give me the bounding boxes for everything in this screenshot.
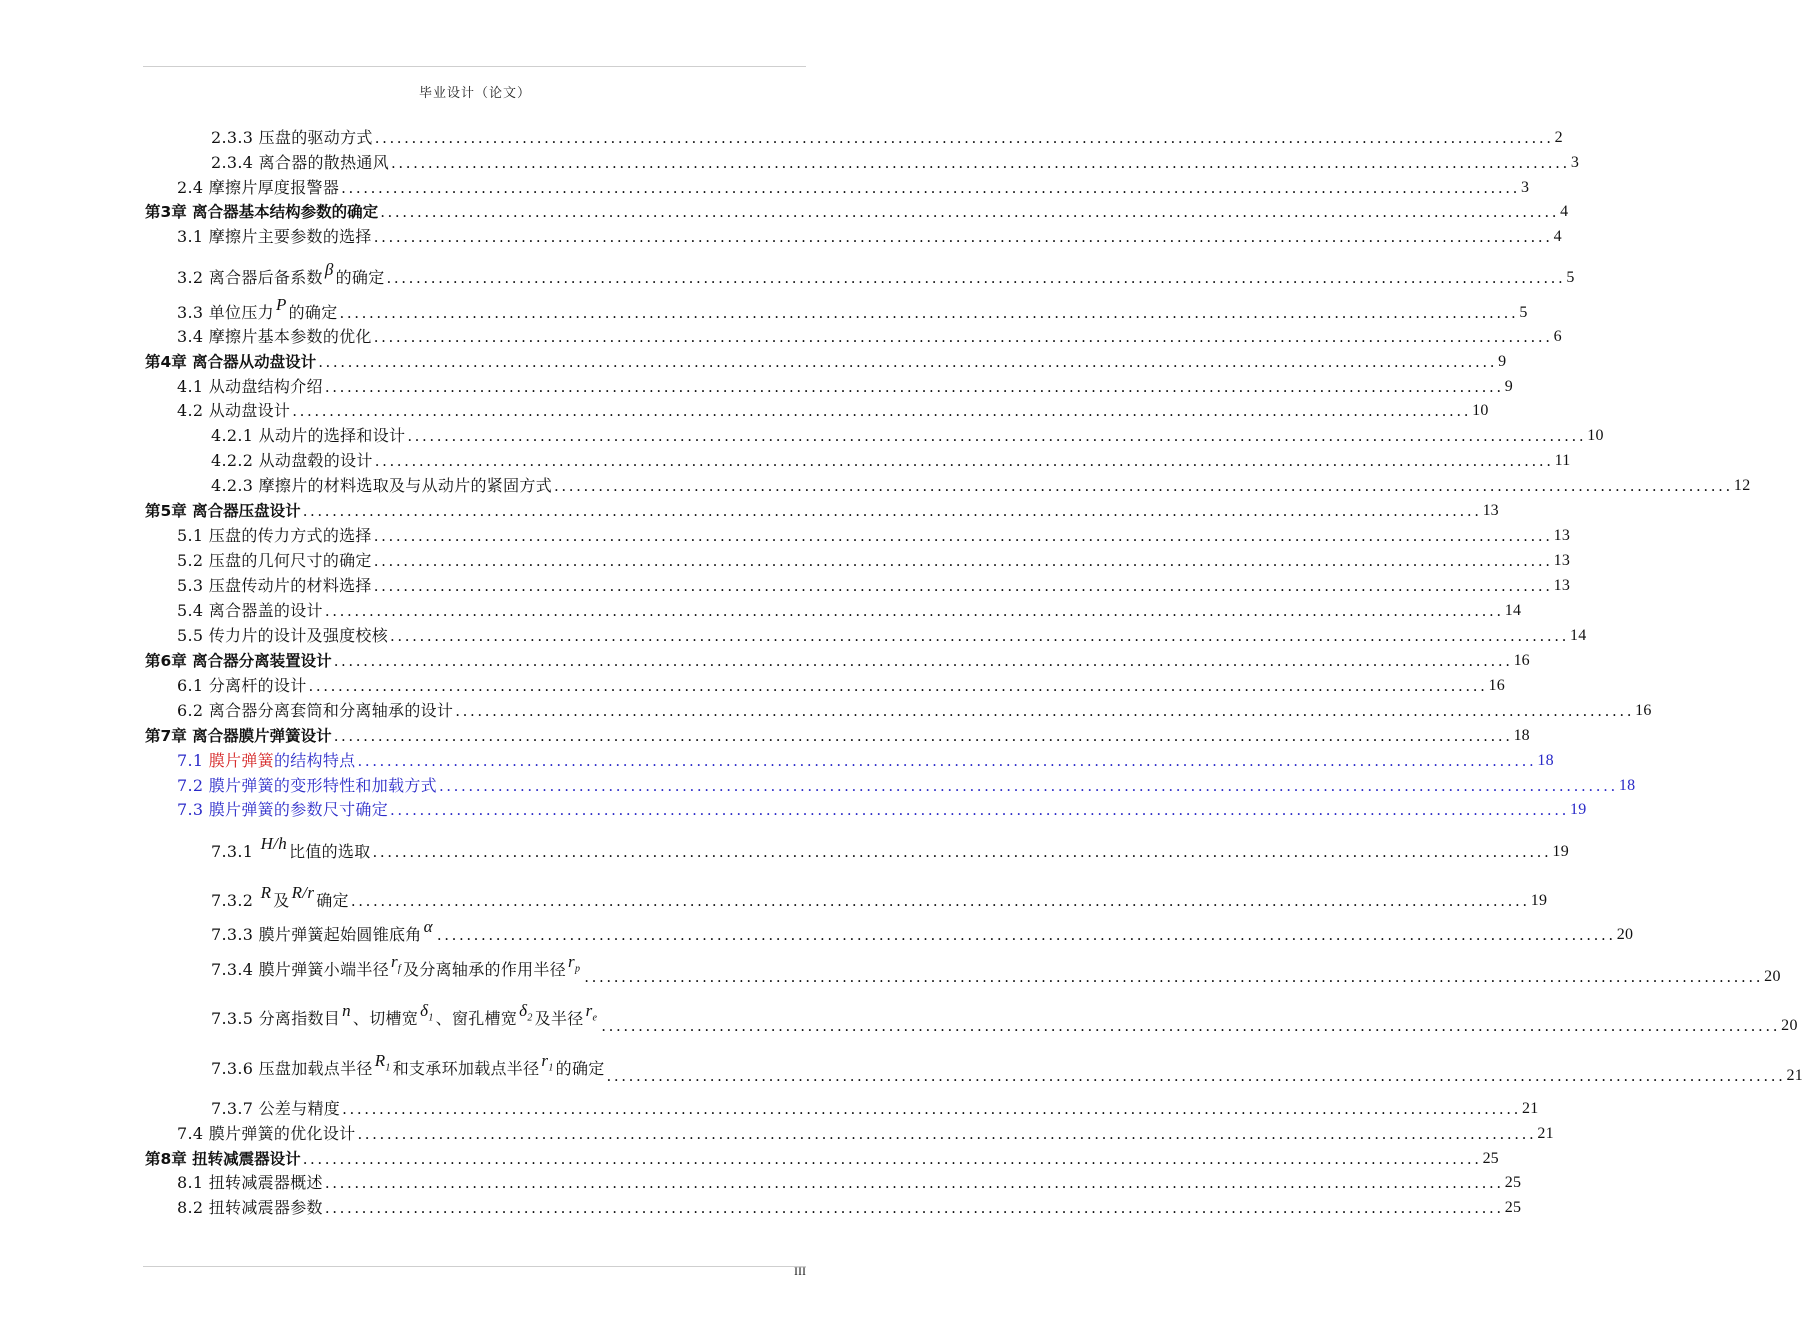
dot-leader: ................................................................................................................................................................ <box>318 353 1498 371</box>
toc-page-number: 13 <box>1553 552 1571 569</box>
toc-page-number: 20 <box>1764 968 1781 985</box>
math-symbol: $\delta_1$ <box>420 1000 434 1023</box>
dot-leader: ................................................................................................................................................................ <box>554 477 1733 495</box>
toc-entry-title: 8.2 扭转减震器参数 <box>177 1198 323 1217</box>
dot-leader: ................................................................................................................................................................ <box>606 1067 1786 1085</box>
toc-chapter-entry[interactable] <box>145 651 1530 671</box>
dot-leader: ................................................................................................................................................................ <box>357 1125 1537 1143</box>
toc-page-number: 16 <box>1635 702 1652 719</box>
math-symbol: H/h <box>260 834 288 853</box>
toc-entry-title: 5.5 传力片的设计及强度校核 <box>177 626 389 645</box>
toc-page-number: 18 <box>1513 727 1530 744</box>
toc-entry-title: 4.2 从动盘设计 <box>177 401 291 420</box>
math-symbol: n <box>342 1000 351 1020</box>
toc-entry-title: 4.1 从动盘结构介绍 <box>177 377 323 396</box>
toc-entry-title: 3.4 摩擦片基本参数的优化 <box>177 327 372 346</box>
toc-entry[interactable] <box>177 551 1571 571</box>
page-header-title: 毕业设计（论文） <box>418 86 531 101</box>
toc-entry[interactable] <box>211 917 1634 945</box>
toc-entry[interactable] <box>177 1173 1522 1193</box>
dot-leader: ................................................................................................................................................................ <box>390 801 1569 819</box>
dot-leader: ................................................................................................................................................................ <box>374 129 1554 147</box>
toc-page-number: 2 <box>1554 129 1563 146</box>
toc-entry[interactable] <box>177 800 1587 820</box>
toc-entry-title: 7.3.7 公差与精度 <box>211 1099 341 1118</box>
toc-page-number: 21 <box>1522 1100 1539 1117</box>
toc-entry-title: 5.4 离合器盖的设计 <box>177 601 323 620</box>
dot-leader: ................................................................................................................................................................ <box>302 502 1482 520</box>
toc-entry-title: 7.3.1 H/h 比值的选取 <box>211 834 371 861</box>
dot-leader: ................................................................................................................................................................ <box>333 727 1513 745</box>
toc-entry[interactable] <box>211 476 1751 496</box>
dot-leader: ................................................................................................................................................................ <box>324 602 1504 620</box>
dot-leader: ................................................................................................................................................................ <box>584 968 1764 986</box>
math-symbol: α <box>423 917 433 936</box>
math-symbol: $r_1$ <box>541 1050 554 1073</box>
toc-page-number: 3 <box>1570 154 1580 171</box>
dot-leader: ................................................................................................................................................................ <box>324 378 1504 396</box>
toc-entry-title: 第5章 离合器压盘设计 <box>145 502 301 520</box>
toc-entry-title: 7.3.4 膜片弹簧小端半径 $r_f$ 及分离轴承的作用半径 $r_p$ <box>211 951 581 979</box>
toc-entry[interactable] <box>211 128 1563 148</box>
toc-entry[interactable] <box>211 883 1548 911</box>
toc-entry-title: 7.4 膜片弹簧的优化设计 <box>177 1124 356 1143</box>
toc-entry[interactable] <box>211 834 1570 862</box>
toc-entry[interactable] <box>211 1099 1539 1119</box>
toc-entry[interactable] <box>211 451 1571 471</box>
toc-entry-title: 6.1 分离杆的设计 <box>177 676 307 695</box>
dot-leader: ................................................................................................................................................................ <box>324 1174 1504 1192</box>
toc-page-number: 18 <box>1618 777 1636 794</box>
toc-entry-title: 7.3.6 压盘加载点半径 $R_1$ 和支承环加载点半径 $r_1$ 的确定 <box>211 1050 605 1078</box>
toc-entry[interactable] <box>177 526 1571 546</box>
toc-entry-title: 第7章 离合器膜片弹簧设计 <box>145 727 332 745</box>
dot-leader: ................................................................................................................................................................ <box>373 552 1553 570</box>
toc-page-number: 21 <box>1537 1125 1554 1142</box>
toc-entry-title: 5.1 压盘的传力方式的选择 <box>177 526 372 545</box>
toc-page-number: 20 <box>1616 926 1634 943</box>
toc-page-number: 16 <box>1513 652 1530 669</box>
toc-entry-title: 2.3.3 压盘的驱动方式 <box>211 128 373 147</box>
toc-page-number: 14 <box>1569 627 1587 644</box>
toc-entry-title: 7.3.5 分离指数目 n 、切槽宽 $\delta_1$ 、窗孔槽宽 $\delta_2$ 及半径 $r_e$ <box>211 1000 598 1028</box>
toc-entry[interactable] <box>177 377 1514 397</box>
dot-leader: ................................................................................................................................................................ <box>380 203 1560 221</box>
dot-leader: ................................................................................................................................................................ <box>391 154 1570 172</box>
toc-page-number: 19 <box>1569 801 1587 818</box>
toc-entry[interactable] <box>211 426 1604 446</box>
dot-leader: ................................................................................................................................................................ <box>373 328 1553 346</box>
toc-entry-title: 3.2 离合器后备系数 β 的确定 <box>177 260 385 287</box>
toc-page-number: 25 <box>1504 1199 1522 1216</box>
math-symbol: $R_1$ <box>374 1050 391 1073</box>
dot-leader: ................................................................................................................................................................ <box>324 1199 1504 1217</box>
dot-leader: ................................................................................................................................................................ <box>438 777 1618 795</box>
dot-leader: ................................................................................................................................................................ <box>341 179 1521 197</box>
math-symbol: β <box>324 260 334 279</box>
toc-page-number: 19 <box>1530 892 1548 909</box>
toc-entry-title: 5.2 压盘的几何尺寸的确定 <box>177 551 372 570</box>
toc-page-number: 18 <box>1537 752 1554 769</box>
toc-entry-title: 2.3.4 离合器的散热通风 <box>211 153 389 172</box>
dot-leader: ................................................................................................................................................................ <box>373 527 1553 545</box>
dot-leader: ................................................................................................................................................................ <box>357 752 1537 770</box>
toc-page-number: 10 <box>1587 427 1604 444</box>
toc-entry[interactable] <box>177 295 1528 323</box>
toc-entry[interactable] <box>177 1124 1554 1144</box>
toc-entry-title: 3.1 摩擦片主要参数的选择 <box>177 227 372 246</box>
toc-page-number: 13 <box>1482 502 1499 519</box>
toc-entry[interactable] <box>211 951 1781 987</box>
toc-entry[interactable] <box>177 227 1562 247</box>
toc-entry[interactable] <box>177 576 1571 596</box>
toc-entry[interactable] <box>177 178 1530 198</box>
toc-page-number: 5 <box>1566 269 1575 286</box>
toc-entry[interactable] <box>177 776 1636 796</box>
toc-entry[interactable] <box>177 260 1575 288</box>
math-symbol: $r_e$ <box>585 1000 598 1023</box>
footer-rule <box>143 1266 806 1267</box>
toc-entry[interactable] <box>211 1000 1798 1036</box>
math-symbol: $r_p$ <box>568 951 581 974</box>
toc-entry-title: 7.3.3 膜片弹簧起始圆锥底角 α <box>211 917 433 944</box>
math-symbol: R <box>260 883 272 902</box>
dot-leader: ................................................................................................................................................................ <box>455 702 1635 720</box>
toc-chapter-entry[interactable] <box>145 726 1530 746</box>
dot-leader: ................................................................................................................................................................ <box>390 627 1569 645</box>
toc-entry[interactable] <box>177 676 1506 696</box>
toc-page-number: 20 <box>1781 1017 1798 1034</box>
dot-leader: ................................................................................................................................................................ <box>373 577 1553 595</box>
toc-page-number: 13 <box>1553 577 1571 594</box>
toc-entry-title: 7.3 膜片弹簧的参数尺寸确定 <box>177 800 389 819</box>
toc-entry[interactable] <box>177 751 1554 771</box>
toc-entry[interactable] <box>211 153 1580 173</box>
toc-page-number: 10 <box>1472 402 1489 419</box>
dot-leader: ................................................................................................................................................................ <box>302 1150 1482 1168</box>
toc-page-number: 19 <box>1552 843 1570 860</box>
math-symbol: R/r <box>291 883 315 902</box>
toc-page-number: 4 <box>1553 228 1562 245</box>
dot-leader: ................................................................................................................................................................ <box>407 427 1587 445</box>
toc-page-number: 9 <box>1498 353 1507 370</box>
toc-page-number: 3 <box>1521 179 1530 196</box>
toc-entry-title: 4.2.1 从动片的选择和设计 <box>211 426 406 445</box>
dot-leader: ................................................................................................................................................................ <box>350 892 1530 910</box>
toc-entry-title: 3.3 单位压力 P 的确定 <box>177 295 338 322</box>
dot-leader: ................................................................................................................................................................ <box>436 926 1616 944</box>
math-symbol: $\delta_2$ <box>519 1000 533 1023</box>
dot-leader: ................................................................................................................................................................ <box>373 228 1553 246</box>
math-symbol: $r_f$ <box>391 951 402 974</box>
page-number: III <box>794 1264 806 1278</box>
toc-entry-title: 第8章 扭转减震器设计 <box>145 1150 301 1168</box>
dot-leader: ................................................................................................................................................................ <box>386 269 1566 287</box>
dot-leader: ................................................................................................................................................................ <box>292 402 1472 420</box>
toc-page-number: 9 <box>1504 378 1514 395</box>
header-rule <box>143 66 806 67</box>
toc-entry-title: 8.1 扭转减震器概述 <box>177 1173 323 1192</box>
toc-entry-title: 4.2.3 摩擦片的材料选取及与从动片的紧固方式 <box>211 476 552 495</box>
toc-entry[interactable] <box>177 601 1522 621</box>
toc-page-number: 5 <box>1519 304 1528 321</box>
toc-page-number: 4 <box>1560 203 1569 220</box>
toc-chapter-entry[interactable] <box>145 352 1507 372</box>
toc-page-number: 12 <box>1733 477 1751 494</box>
toc-entry-title: 5.3 压盘传动片的材料选择 <box>177 576 372 595</box>
toc-entry-title: 7.1 膜片弹簧的结构特点 <box>177 751 356 770</box>
dot-leader: ................................................................................................................................................................ <box>374 452 1554 470</box>
toc-page-number: 14 <box>1504 602 1522 619</box>
toc-entry-title: 7.2 膜片弹簧的变形特性和加载方式 <box>177 776 437 795</box>
math-symbol: P <box>275 295 287 314</box>
toc-entry-title: 第6章 离合器分离装置设计 <box>145 652 332 670</box>
toc-chapter-entry[interactable] <box>145 1149 1499 1169</box>
toc-page-number: 25 <box>1504 1174 1522 1191</box>
dot-leader: ................................................................................................................................................................ <box>308 677 1488 695</box>
toc-chapter-entry[interactable] <box>145 202 1569 222</box>
toc-page-number: 25 <box>1482 1150 1499 1167</box>
toc-entry[interactable] <box>211 1050 1803 1086</box>
toc-entry[interactable] <box>177 327 1562 347</box>
toc-page-number: 11 <box>1554 452 1571 469</box>
toc-entry[interactable] <box>177 1198 1522 1218</box>
toc-entry[interactable] <box>177 401 1489 421</box>
toc-entry-title: 第3章 离合器基本结构参数的确定 <box>145 203 379 221</box>
toc-page-number: 21 <box>1786 1067 1803 1084</box>
toc-chapter-entry[interactable] <box>145 501 1499 521</box>
toc-entry[interactable] <box>177 626 1587 646</box>
toc-page-number: 6 <box>1553 328 1562 345</box>
toc-entry-title: 6.2 离合器分离套筒和分离轴承的设计 <box>177 701 454 720</box>
toc-entry-title: 第4章 离合器从动盘设计 <box>145 353 317 371</box>
dot-leader: ................................................................................................................................................................ <box>601 1017 1781 1035</box>
toc-page-number: 16 <box>1488 677 1506 694</box>
toc-page-number: 13 <box>1553 527 1571 544</box>
toc-entry-title: 4.2.2 从动盘毂的设计 <box>211 451 373 470</box>
toc-entry[interactable] <box>177 701 1652 721</box>
dot-leader: ................................................................................................................................................................ <box>342 1100 1521 1118</box>
dot-leader: ................................................................................................................................................................ <box>333 652 1513 670</box>
dot-leader: ................................................................................................................................................................ <box>339 304 1519 322</box>
toc-entry-title: 7.3.2 R 及 R/r 确定 <box>211 883 349 910</box>
dot-leader: ................................................................................................................................................................ <box>372 843 1552 861</box>
toc-entry-title: 2.4 摩擦片厚度报警器 <box>177 178 340 197</box>
